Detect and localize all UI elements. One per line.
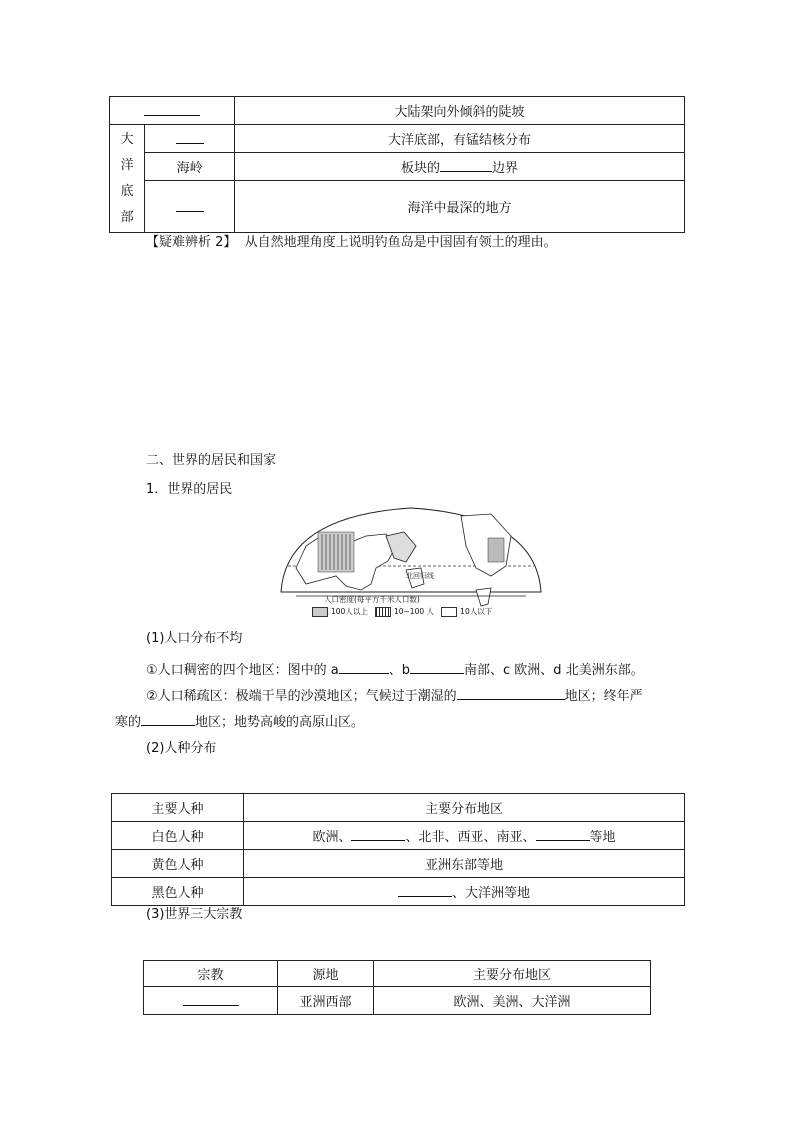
population-sparse-line-cont: 寒的 地区；地势高峻的高原山区。 <box>115 712 364 732</box>
answer-blank[interactable] <box>141 712 195 726</box>
tropic-label: 北回归线 <box>406 572 434 580</box>
table-header: 主要分布地区 <box>244 794 685 822</box>
section-heading: 二、世界的居民和国家 <box>146 453 277 468</box>
subsection-heading: 1．世界的居民 <box>146 482 233 497</box>
blank-cell <box>145 125 235 153</box>
table-cell: 亚洲东部等地 <box>244 850 685 878</box>
answer-blank[interactable] <box>398 883 452 897</box>
legend-swatch-sparse <box>441 607 457 617</box>
religion-table <box>143 960 651 1015</box>
answer-blank[interactable] <box>339 660 389 674</box>
population-sparse-line: ②人口稀疏区：极端干旱的沙漠地区；气候过于潮湿的 地区；终年严 <box>146 686 643 706</box>
subheading-race: (2)人种分布 <box>146 741 217 756</box>
table-cell: 海洋中最深的地方 <box>235 181 685 233</box>
ocean-floor-label: 大 洋 底 部 <box>110 125 145 233</box>
population-density-map <box>276 506 546 618</box>
blank-cell <box>110 97 235 125</box>
table-cell: 黄色人种 <box>112 850 244 878</box>
answer-blank[interactable] <box>536 827 590 841</box>
table-header: 源地 <box>278 961 374 987</box>
answer-blank[interactable] <box>183 992 239 1006</box>
answer-blank[interactable] <box>410 660 464 674</box>
answer-blank[interactable] <box>176 198 204 212</box>
table-cell: 大陆架向外倾斜的陡坡 <box>235 97 685 125</box>
answer-blank[interactable] <box>351 827 405 841</box>
blank-cell <box>144 987 278 1015</box>
answer-blank[interactable] <box>144 102 200 116</box>
analysis-question: 【疑难辨析 2】 从自然地理角度上说明钓鱼岛是中国固有领土的理由。 <box>146 235 557 250</box>
table-header: 宗教 <box>144 961 278 987</box>
table-header: 主要分布地区 <box>374 961 651 987</box>
race-table <box>111 793 685 906</box>
table-cell: 白色人种 <box>112 822 244 850</box>
table-cell: 欧洲、美洲、大洋洲 <box>374 987 651 1015</box>
subheading-religion: (3)世界三大宗教 <box>146 907 243 922</box>
map-legend: 100人以上 10~100 人 10人以下 <box>312 606 492 617</box>
table-cell: 海岭 <box>145 153 235 181</box>
blank-cell <box>145 181 235 233</box>
ocean-floor-table <box>109 96 685 233</box>
table-cell: 黑色人种 <box>112 878 244 906</box>
subheading-population: (1)人口分布不均 <box>146 631 243 646</box>
population-dense-line: ①人口稠密的四个地区：图中的 a 、b 南部、c 欧洲、d 北美洲东部。 <box>146 660 644 680</box>
answer-blank[interactable] <box>457 686 565 700</box>
analysis-tag: 【疑难辨析 2】 <box>146 235 237 250</box>
answer-blank[interactable] <box>176 130 204 144</box>
table-cell: 、大洋洲等地 <box>244 878 685 906</box>
table-cell: 亚洲西部 <box>278 987 374 1015</box>
table-cell: 板块的 边界 <box>235 153 685 181</box>
map-caption: 人口密度(每平方千米人口数) <box>324 595 420 604</box>
table-header: 主要人种 <box>112 794 244 822</box>
legend-swatch-dense <box>312 607 328 617</box>
legend-swatch-medium <box>375 607 391 617</box>
table-cell: 大洋底部，有锰结核分布 <box>235 125 685 153</box>
table-cell: 欧洲、 、北非、西亚、南亚、 等地 <box>244 822 685 850</box>
answer-blank[interactable] <box>440 158 492 172</box>
